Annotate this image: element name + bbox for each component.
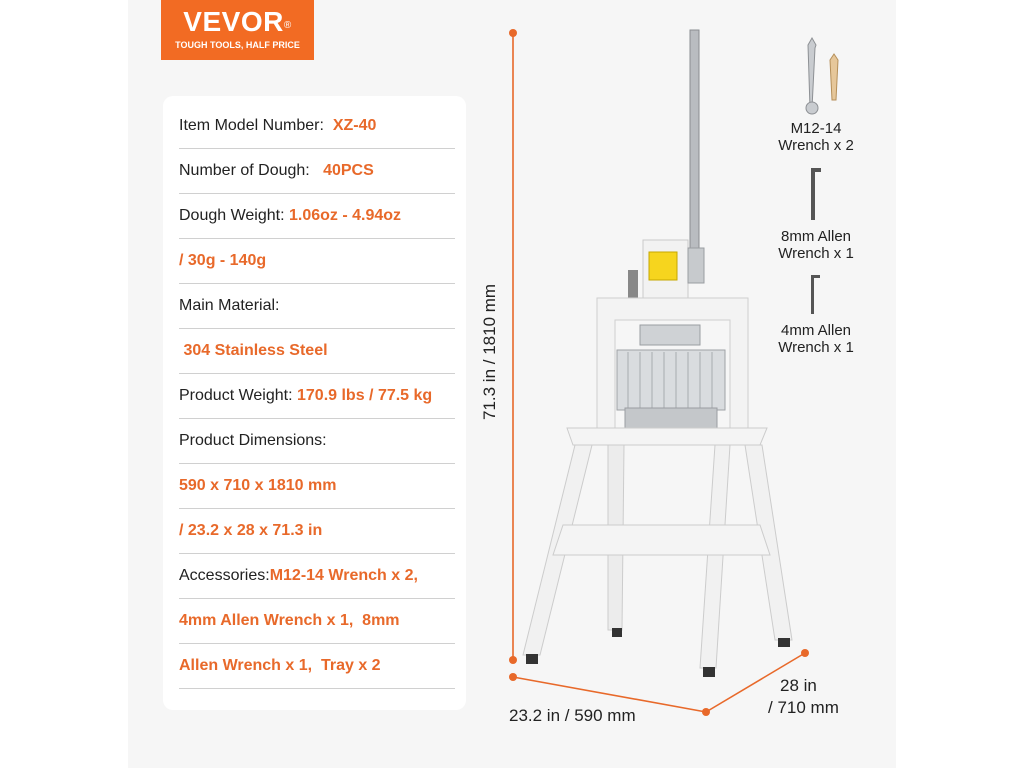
spec-value: 304 Stainless Steel [183, 342, 328, 359]
brand-name: VEVOR [183, 6, 284, 37]
spec-label: Product Weight: [179, 387, 293, 404]
spec-value: 4mm Allen Wrench x 1, 8mm [179, 612, 400, 629]
accessory-name: M12-14 [790, 120, 842, 137]
spec-value: 590 x 710 x 1810 mm [179, 477, 337, 494]
height-dimension-label: 71.3 in / 1810 mm [480, 283, 499, 420]
accessory-label-4mm-allen [761, 322, 871, 356]
spec-label: Number of Dough: [179, 162, 310, 179]
spec-value: 1.06oz - 4.94oz [289, 207, 402, 224]
brand-tagline: TOUGH TOOLS, HALF PRICE [175, 40, 300, 50]
accessory-label-8mm-allen [761, 228, 871, 262]
registered-mark: ® [283, 20, 292, 31]
accessory-qty: Wrench x 1 [778, 245, 854, 262]
spec-label: Accessories: [179, 567, 270, 584]
spec-value: 40PCS [323, 162, 374, 179]
spec-value: XZ-40 [332, 117, 377, 134]
accessory-qty: Wrench x 1 [778, 339, 854, 356]
accessory-name: 4mm Allen [780, 322, 852, 339]
8mm-allen-wrench-icon [811, 168, 821, 220]
m12-14-wrench-icon [806, 38, 838, 114]
depth-dimension-label-2: / 710 mm [768, 698, 839, 717]
accessory-name: 8mm Allen [780, 228, 852, 245]
spec-label: Dough Weight: [179, 207, 285, 224]
spec-label: Product Dimensions: [179, 432, 327, 449]
4mm-allen-wrench-icon [811, 275, 820, 314]
width-dimension-label: 23.2 in / 590 mm [509, 706, 636, 725]
spec-value: / 30g - 140g [179, 252, 267, 269]
accessory-qty: Wrench x 2 [778, 137, 854, 154]
depth-dimension-label-1: 28 in [780, 676, 817, 695]
spec-value: 170.9 lbs / 77.5 kg [297, 387, 433, 404]
dough-divider-machine [523, 30, 792, 677]
accessory-label-m12-14-wrench [761, 120, 871, 154]
spec-value: M12-14 Wrench x 2, [269, 567, 418, 584]
spec-label: Main Material: [179, 297, 280, 314]
spec-value: / 23.2 x 28 x 71.3 in [179, 522, 323, 539]
spec-value: Allen Wrench x 1, Tray x 2 [179, 657, 381, 674]
spec-label: Item Model Number: [179, 117, 324, 134]
